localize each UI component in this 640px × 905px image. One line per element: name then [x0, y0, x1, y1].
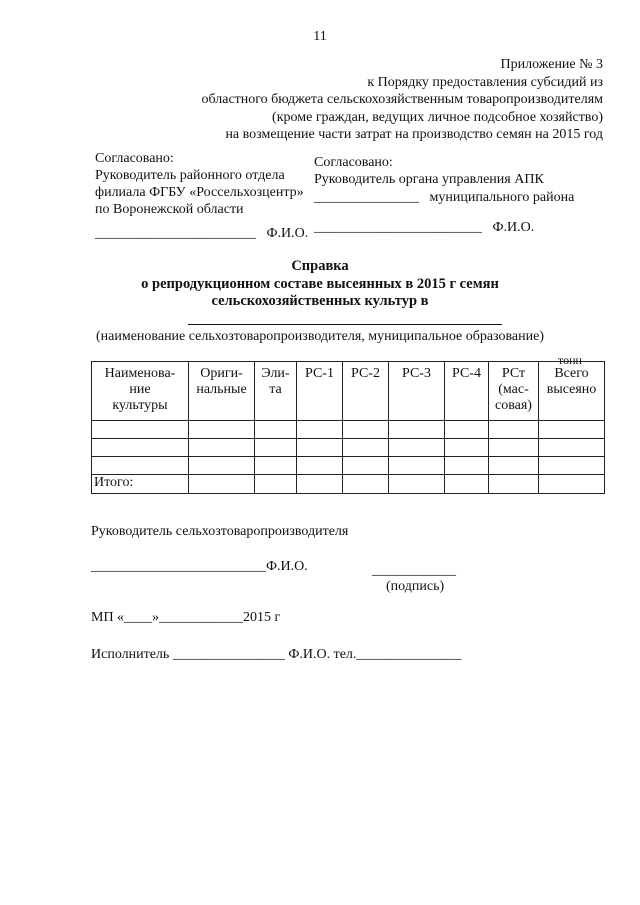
- agreed-right-line: Руководитель органа управления АПК: [314, 172, 544, 187]
- table-cell[interactable]: [189, 439, 255, 457]
- table-cell[interactable]: [389, 439, 445, 457]
- header-original: [189, 362, 255, 421]
- header-rs2: [343, 362, 389, 421]
- header-text: РС-3: [402, 366, 431, 381]
- table-cell[interactable]: [389, 457, 445, 475]
- signature-title: Руководитель сельхозтоваропроизводителя: [91, 524, 349, 539]
- table-cell[interactable]: [343, 457, 389, 475]
- executor-phone-line: _______________: [356, 647, 462, 662]
- header-text: Всего: [554, 366, 589, 381]
- header-text: нальные: [196, 382, 247, 397]
- table-cell[interactable]: [445, 421, 489, 439]
- executor-row: [91, 646, 461, 663]
- org-name-line: [188, 324, 502, 325]
- appendix-line: на возмещение части затрат на производство семян на 2015 год: [225, 127, 603, 142]
- table-cell[interactable]: [92, 421, 189, 439]
- header-text: высеяно: [546, 382, 597, 397]
- agreed-right-district: муниципального района: [429, 190, 575, 205]
- table-cell[interactable]: [189, 475, 255, 494]
- agreed-left-line: по Воронежской области: [95, 202, 244, 217]
- table-cell[interactable]: [445, 457, 489, 475]
- table-cell[interactable]: [297, 457, 343, 475]
- header-text: РС-4: [452, 366, 481, 381]
- signature-sign-line: ____________: [372, 563, 456, 578]
- agreed-right-line-2: [314, 189, 574, 206]
- table-total-row: [92, 475, 605, 494]
- header-text: РСт: [501, 366, 526, 381]
- table-cell[interactable]: [297, 439, 343, 457]
- agreed-left-signature-line: _______________________: [95, 226, 256, 241]
- table-row: [92, 439, 605, 457]
- header-elite: [255, 362, 297, 421]
- table-cell[interactable]: [445, 475, 489, 494]
- header-text: (мас-: [498, 382, 529, 397]
- header-culture: [92, 362, 189, 421]
- executor-label: Исполнитель: [91, 647, 170, 662]
- agreed-right-title: Согласовано:: [314, 155, 393, 170]
- table-header-row: [92, 362, 605, 421]
- document-subtitle-2: сельскохозяйственных культур в: [211, 293, 429, 309]
- header-rs1: [297, 362, 343, 421]
- table-cell[interactable]: [343, 475, 389, 494]
- agreed-right-signature: [314, 219, 574, 236]
- page-number: 11: [313, 29, 327, 44]
- header-rs3: [389, 362, 445, 421]
- header-text: РС-1: [305, 366, 334, 381]
- appendix-line: к Порядку предоставления субсидий из: [367, 74, 603, 90]
- appendix-header: [201, 56, 603, 144]
- table-cell[interactable]: [539, 421, 605, 439]
- agreed-left-line: филиала ФГБУ «Россельхозцентр»: [95, 185, 304, 200]
- executor-fio: Ф.И.О. тел.: [288, 647, 357, 662]
- header-text: РС-2: [351, 366, 380, 381]
- table-cell[interactable]: [539, 439, 605, 457]
- org-caption: (наименование сельхозтоваропроизводителя, муниципальное образование): [96, 329, 544, 344]
- table-cell[interactable]: [539, 457, 605, 475]
- table-cell[interactable]: [297, 421, 343, 439]
- table-row: [92, 421, 605, 439]
- header-rst: [489, 362, 539, 421]
- table-cell[interactable]: [445, 439, 489, 457]
- stamp-line: МП «____»____________2015 г: [91, 610, 281, 625]
- table-cell[interactable]: [255, 439, 297, 457]
- table-cell[interactable]: [389, 421, 445, 439]
- table-cell[interactable]: [255, 457, 297, 475]
- agreed-left-fio: Ф.И.О.: [266, 226, 309, 241]
- header-text: Эли-: [261, 366, 290, 381]
- agreed-right-block: [314, 154, 574, 236]
- table-cell[interactable]: [489, 457, 539, 475]
- agreed-right-signature-line: ________________________: [314, 220, 482, 235]
- table-cell[interactable]: [343, 421, 389, 439]
- table-cell[interactable]: [489, 439, 539, 457]
- total-label: Итого:: [92, 475, 189, 494]
- signature-caption: (подпись): [386, 579, 445, 594]
- header-text: та: [269, 382, 282, 397]
- table-cell[interactable]: [189, 421, 255, 439]
- table-cell[interactable]: [539, 475, 605, 494]
- table-cell[interactable]: [255, 475, 297, 494]
- signature-fio: Ф.И.О.: [266, 559, 308, 574]
- executor-line: ________________: [172, 647, 285, 662]
- table-row: [92, 457, 605, 475]
- appendix-line: областного бюджета сельскохозяйственным товаропроизводителям: [201, 92, 603, 107]
- table-cell[interactable]: [389, 475, 445, 494]
- signature-fio-row: [91, 558, 308, 575]
- agreed-right-fio: Ф.И.О.: [492, 220, 535, 235]
- table-cell[interactable]: [343, 439, 389, 457]
- table-cell[interactable]: [489, 475, 539, 494]
- unit-label: тонн: [558, 353, 582, 367]
- agreed-left-title: Согласовано:: [95, 151, 174, 166]
- appendix-line: Приложение № 3: [500, 57, 603, 72]
- header-text: культуры: [112, 398, 168, 413]
- document-subtitle-1: о репродукционном составе высеянных в 2015 г семян: [141, 276, 499, 292]
- header-text: Ориги-: [200, 366, 243, 381]
- header-rs4: [445, 362, 489, 421]
- header-text: Наименова-: [104, 366, 176, 381]
- appendix-line: (кроме граждан, ведущих личное подсобное хозяйство): [272, 109, 603, 125]
- table-cell[interactable]: [489, 421, 539, 439]
- agreed-left-signature: [95, 225, 308, 242]
- header-total-sown: [539, 362, 605, 421]
- table-cell[interactable]: [92, 439, 189, 457]
- table-cell[interactable]: [297, 475, 343, 494]
- agreed-right-blank: _______________: [314, 190, 419, 205]
- signature-fio-line: _________________________: [91, 559, 266, 574]
- table-cell[interactable]: [255, 421, 297, 439]
- header-text: ние: [129, 382, 151, 397]
- reproduction-table: [91, 361, 605, 494]
- document-title: Справка: [291, 258, 349, 274]
- table-cell[interactable]: [189, 457, 255, 475]
- agreed-left-line: Руководитель районного отдела: [95, 168, 285, 183]
- table-cell[interactable]: [92, 457, 189, 475]
- agreed-left-block: [95, 150, 308, 242]
- header-text: совая): [495, 398, 532, 413]
